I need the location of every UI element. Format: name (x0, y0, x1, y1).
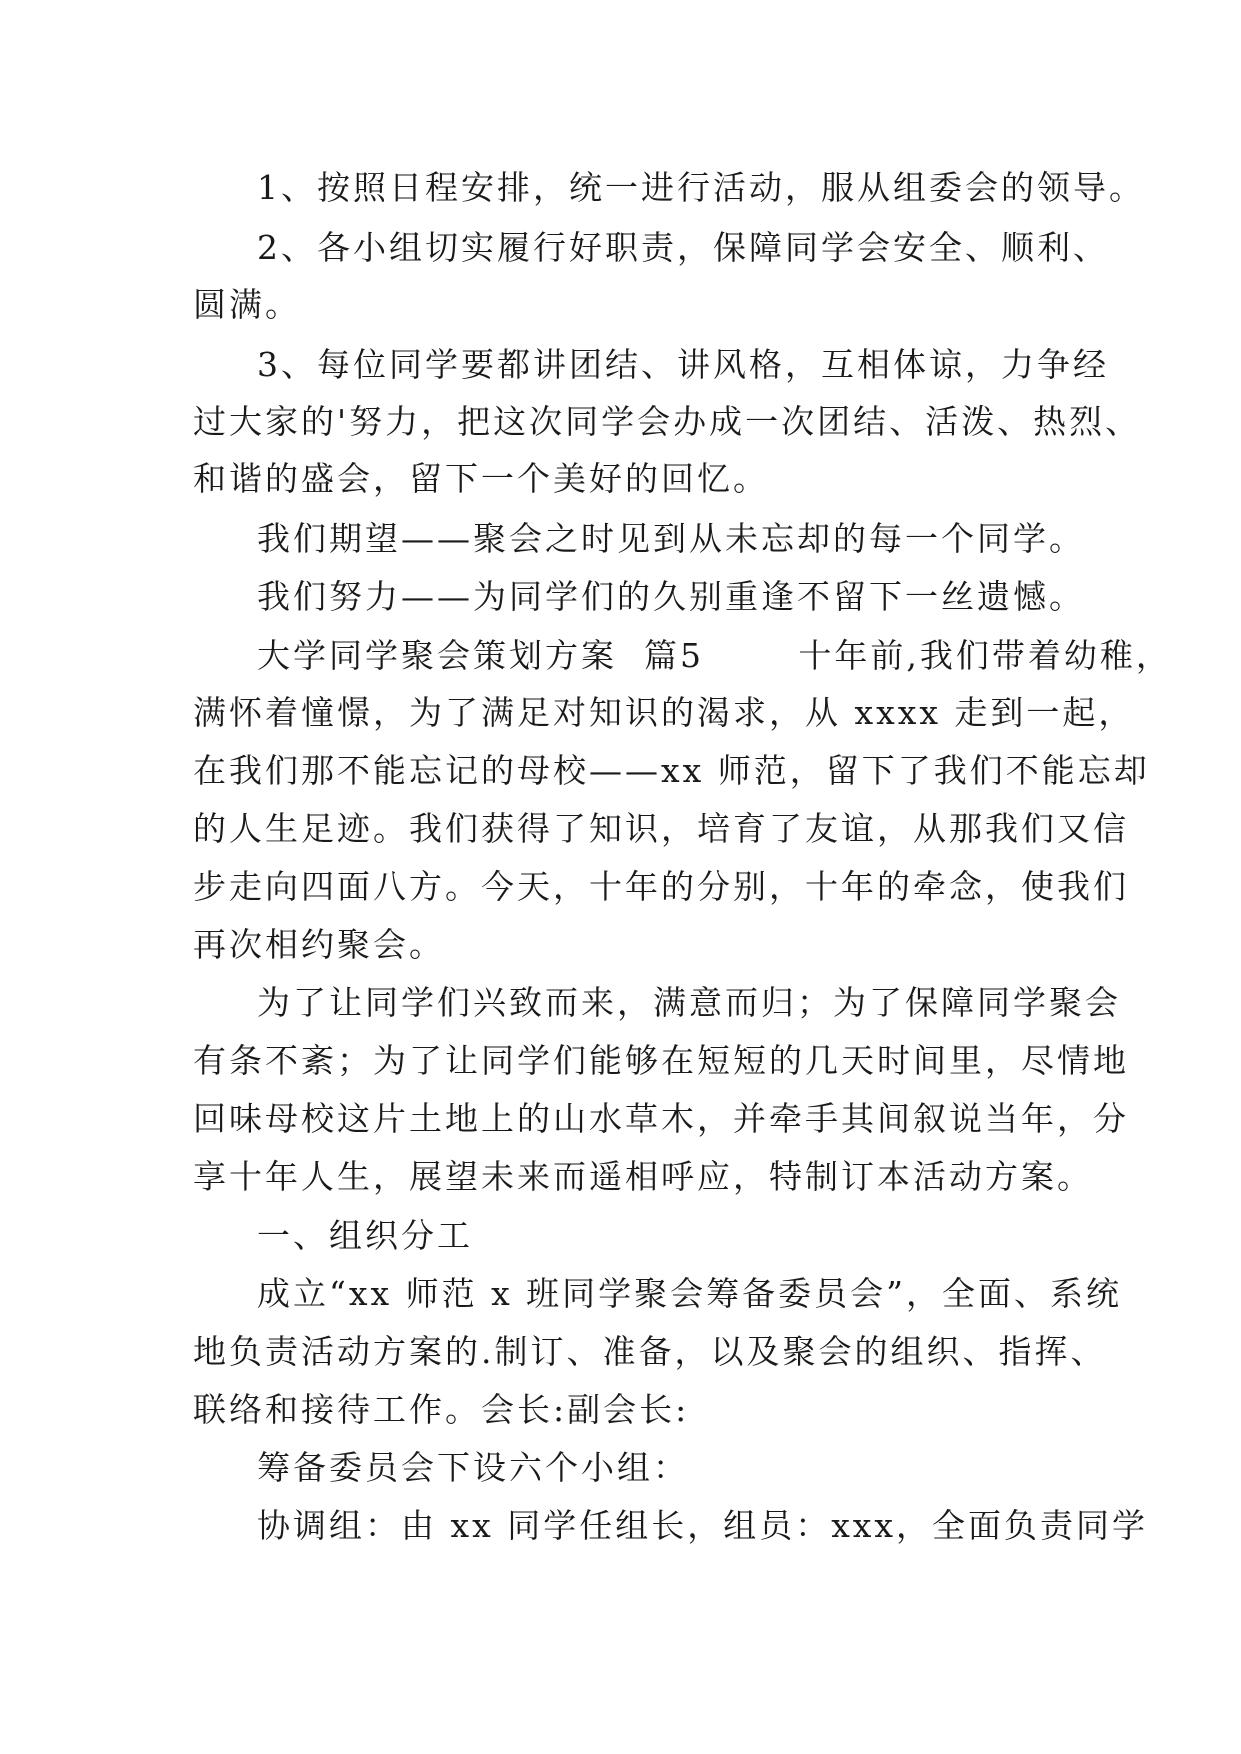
paragraph-line: 满怀着憧憬，为了满足对知识的渴求，从 xxxx 走到一起， (193, 693, 1135, 732)
paragraph-line: 我们期望——聚会之时见到从未忘却的每一个同学。 (257, 519, 1085, 558)
paragraph-line: 我们努力——为同学们的久别重逢不留下一丝遗憾。 (257, 577, 1085, 616)
paragraph-line: 3、每位同学要都讲团结、讲风格，互相体谅，力争经 (257, 345, 1109, 384)
section-heading-line: 大学同学聚会策划方案 篇5 十年前,我们带着幼稚， (257, 636, 1172, 675)
paragraph-line: 在我们那不能忘记的母校——xx 师范，留下了我们不能忘却 (193, 751, 1150, 790)
paragraph-line: 1、按照日程安排，统一进行活动，服从组委会的领导。 (257, 168, 1145, 207)
paragraph-line: 2、各小组切实履行好职责，保障同学会安全、顺利、 (257, 228, 1109, 267)
paragraph-line: 享十年人生，展望未来而遥相呼应，特制订本活动方案。 (193, 1157, 1093, 1196)
paragraph-line: 再次相约聚会。 (193, 925, 445, 964)
paragraph-line: 为了让同学们兴致而来，满意而归；为了保障同学聚会 (257, 983, 1121, 1022)
paragraph-line: 筹备委员会下设六个小组： (257, 1448, 689, 1487)
paragraph-line: 圆满。 (193, 285, 301, 324)
paragraph-line: 回味母校这片土地上的山水草木，并牵手其间叙说当年，分 (193, 1099, 1129, 1138)
paragraph-line: 地负责活动方案的.制订、准备，以及聚会的组织、指挥、 (193, 1332, 1107, 1371)
paragraph-line: 有条不紊；为了让同学们能够在短短的几天时间里，尽情地 (193, 1041, 1129, 1080)
section-heading-line: 一、组织分工 (257, 1216, 473, 1255)
paragraph-line: 成立“xx 师范 x 班同学聚会筹备委员会”，全面、系统 (257, 1274, 1123, 1313)
paragraph-line: 联络和接待工作。会长:副会长: (193, 1390, 690, 1429)
paragraph-line: 和谐的盛会，留下一个美好的回忆。 (193, 459, 769, 498)
paragraph-line: 协调组：由 xx 同学任组长，组员：xxx，全面负责同学 (257, 1506, 1149, 1545)
paragraph-line: 过大家的'努力，把这次同学会办成一次团结、活泼、热烈、 (193, 402, 1142, 441)
paragraph-line: 的人生足迹。我们获得了知识，培育了友谊，从那我们又信 (193, 809, 1129, 848)
paragraph-line: 步走向四面八方。今天，十年的分别，十年的牵念，使我们 (193, 867, 1129, 906)
